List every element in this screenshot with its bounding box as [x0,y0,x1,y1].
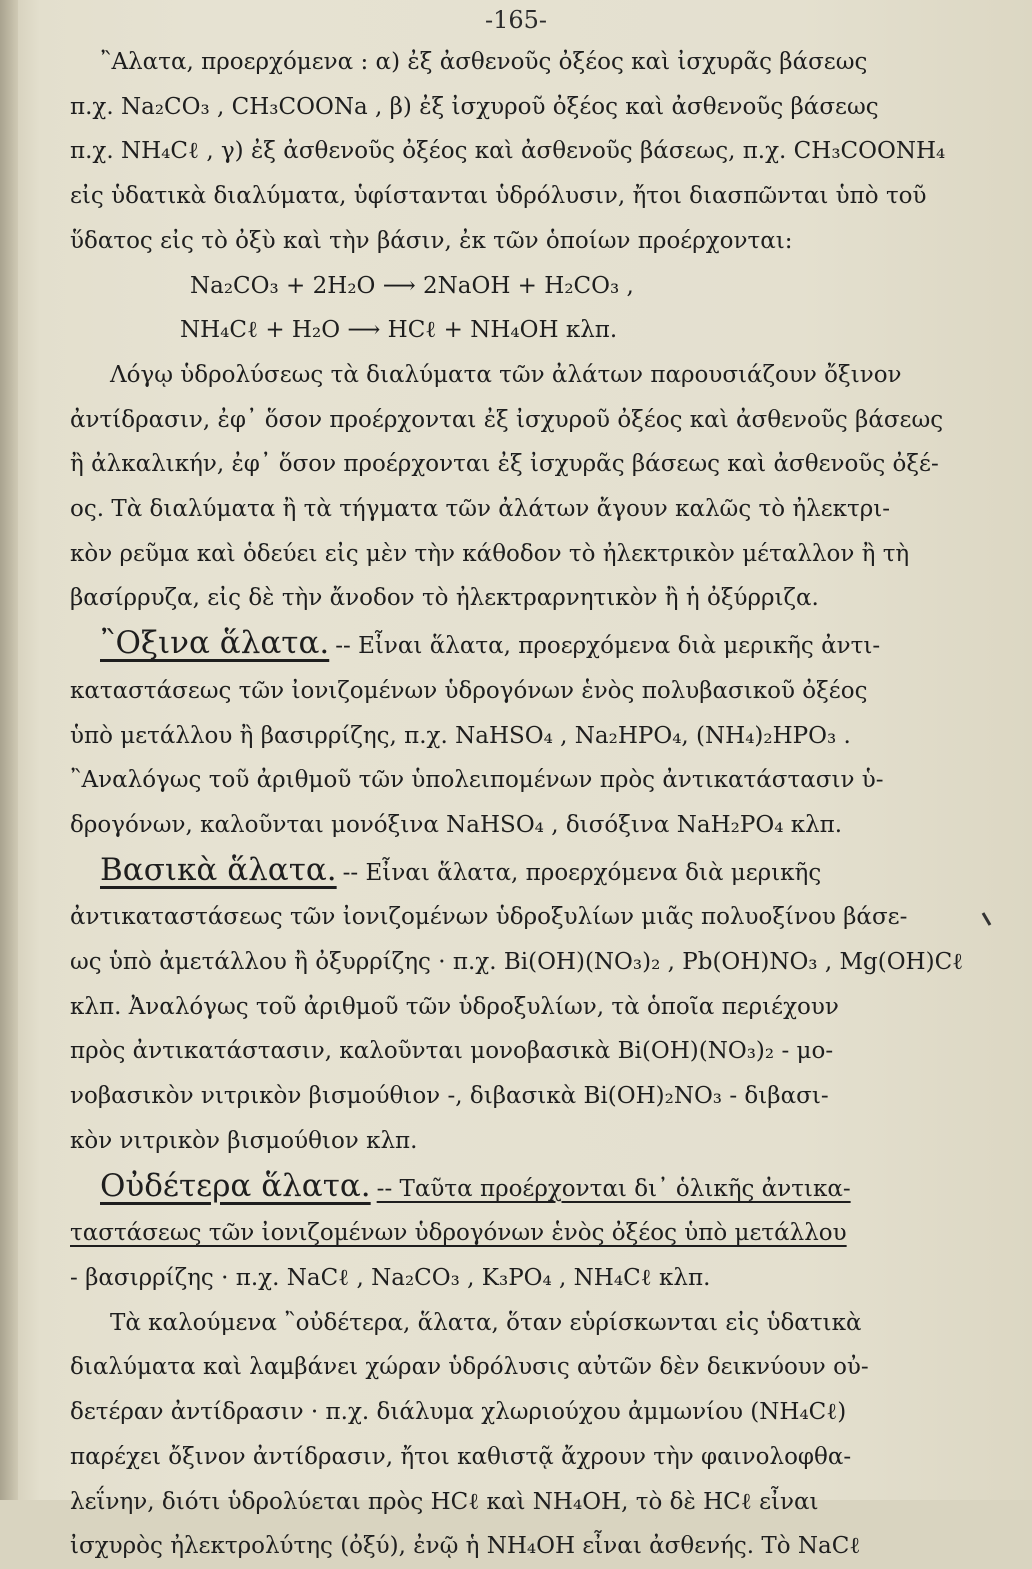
text-line: -- Ταῦτα προέρχονται δι᾽ ὁλικῆς ἀντικα- [376,1175,851,1202]
text-line: Τὰ καλούμενα ῍οὐδέτερα, ἅλατα, ὅταν εὑρίσκωνται εἰς ὑδατικὰ [110,1309,862,1336]
text-line: Λόγῳ ὑδρολύσεως τὰ διαλύματα τῶν ἀλάτων παρουσιάζουν ὄξινον [110,361,902,388]
text-line: ως ὑπὸ ἀμετάλλου ἢ ὀξυρρίζης · π.χ. Bi(OH)(NO₃)₂ , Pb(OH)NO₃ , Mg(OH)Cℓ [70,949,964,976]
section-heading-acid-salts: ῍Οξινα ἅλατα. [100,625,330,662]
text-line: ταστάσεως τῶν ἰονιζομένων ὑδρογόνων ἑνὸς ὀξέος ὑπὸ μετάλλου [70,1220,847,1247]
text-line: βασίρρυζα, εἰς δὲ τὴν ἄνοδον τὸ ἠλεκτραρνητικὸν ἢ ἡ ὀξύρριζα. [70,585,819,612]
text-line: π.χ. Na₂CO₃ , CH₃COONa , β) ἐξ ἰσχυροῦ ὀξέος καὶ ἀσθενοῦς βάσεως [70,93,879,120]
text-line: εἰς ὑδατικὰ διαλύματα, ὑφίστανται ὑδρόλυσιν, ἤτοι διασπῶνται ὑπὸ τοῦ [70,183,927,210]
text-line: - βασιρρίζης · π.χ. NaCℓ , Na₂CO₃ , K₃PO₄ , NH₄Cℓ κλπ. [70,1264,711,1291]
text-line: ῍Αλατα, προερχόμενα : α) ἐξ ἀσθενοῦς ὀξέος καὶ ἰσχυρᾶς βάσεως [100,49,868,75]
text-line: ος. Τὰ διαλύματα ἢ τὰ τήγματα τῶν ἀλάτων ἄγουν καλῶς τὸ ἠλεκτρι- [70,496,891,523]
text-line: ἀντίδρασιν, ἐφ᾽ ὅσον προέρχονται ἐξ ἰσχυροῦ ὀξέος καὶ ἀσθενοῦς βάσεως [70,406,944,433]
text-line: -- Εἶναι ἅλατα, προερχόμενα διὰ μερικῆς [342,859,822,886]
section-line-basic-salts [70,848,970,896]
text-line: κὸν νιτρικὸν βισμούθιον κλπ. [70,1127,418,1154]
text-line: π.χ. NH₄Cℓ , γ) ἐξ ἀσθενοῦς ὀξέος καὶ ἀσθενοῦς βάσεως, π.χ. CH₃COONH₄ [70,138,946,165]
page-number: -165- [484,6,548,34]
section-line-acid-salts [70,621,970,669]
text-line: νοβασικὸν νιτρικὸν βισμούθιον -, διβασικὰ Bi(OH)₂NO₃ - διβασι- [70,1083,829,1110]
text-line: παρέχει ὄξινον ἀντίδρασιν, ἤτοι καθιστᾷ ἄχρουν τὴν φαινολοφθα- [70,1443,852,1470]
text-line: ἢ ἀλκαλικήν, ἐφ᾽ ὅσον προέρχονται ἐξ ἰσχυρᾶς βάσεως καὶ ἀσθενοῦς ὀξέ- [70,451,939,478]
page-binding-shadow [0,0,18,1500]
text-line: ἀντικαταστάσεως τῶν ἰονιζομένων ὑδροξυλίων μιᾶς πολυοξίνου βάσε- [70,904,908,931]
text-line: ὑπὸ μετάλλου ἢ βασιρρίζης, π.χ. NaHSO₄ , Na₂HPO₄, (NH₄)₂HPO₃ . [70,722,851,749]
text-line: πρὸς ἀντικατάστασιν, καλοῦνται μονοβασικὰ Bi(OH)(NO₃)₂ - μο- [70,1038,834,1065]
text-line: ἰσχυρὸς ἠλεκτρολύτης (ὀξύ), ἐνῷ ἡ NH₄OH εἶναι ἀσθενής. Τὸ NaCℓ [70,1533,861,1560]
section-heading-basic-salts: Βασικὰ ἅλατα. [100,851,337,888]
text-line: ῍Αναλόγως τοῦ ἀριθμοῦ τῶν ὑπολειπομένων πρὸς ἀντικατάστασιν ὑ- [70,767,884,794]
text-line: δρογόνων, καλοῦνται μονόξινα NaHSO₄ , δισόξινα NaH₂PO₄ κλπ. [70,811,843,838]
text-line: καταστάσεως τῶν ἰονιζομένων ὑδρογόνων ἑνὸς πολυβασικοῦ ὀξέος [70,677,868,704]
text-line: ὕδατος εἰς τὸ ὀξὺ καὶ τὴν βάσιν, ἐκ τῶν ὁποίων προέρχονται: [70,227,793,254]
text-line: λεΐνην, διότι ὑδρολύεται πρὸς HCℓ καὶ NH₄OH, τὸ δὲ HCℓ εἶναι [70,1488,819,1515]
equation-line: Na₂CO₃ + 2H₂O ⟶ 2NaOH + H₂CO₃ , [190,272,634,299]
section-line-neutral-salts [70,1164,970,1212]
equation-line: NH₄Cℓ + H₂O ⟶ HCℓ + NH₄OH κλπ. [180,317,618,344]
text-line: -- Εἶναι ἅλατα, προερχόμενα διὰ μερικῆς ἀντι- [335,633,881,660]
stray-pen-mark [982,912,992,926]
text-line: κὸν ρεῦμα καὶ ὁδεύει εἰς μὲν τὴν κάθοδον τὸ ἠλεκτρικὸν μέταλλον ἢ τὴ [70,540,910,567]
text-line: διαλύματα καὶ λαμβάνει χώραν ὑδρόλυσις αὐτῶν δὲν δεικνύουν οὐ- [70,1354,869,1381]
text-line: δετέραν ἀντίδρασιν · π.χ. διάλυμα χλωριούχου ἀμμωνίου (NH₄Cℓ) [70,1399,847,1426]
section-heading-neutral-salts: Οὐδέτερα ἅλατα. [100,1167,371,1204]
text-line: κλπ. Ἀναλόγως τοῦ ἀριθμοῦ τῶν ὑδροξυλίων, τὰ ὁποῖα περιέχουν [70,993,839,1020]
handwritten-text-body [70,40,970,1569]
